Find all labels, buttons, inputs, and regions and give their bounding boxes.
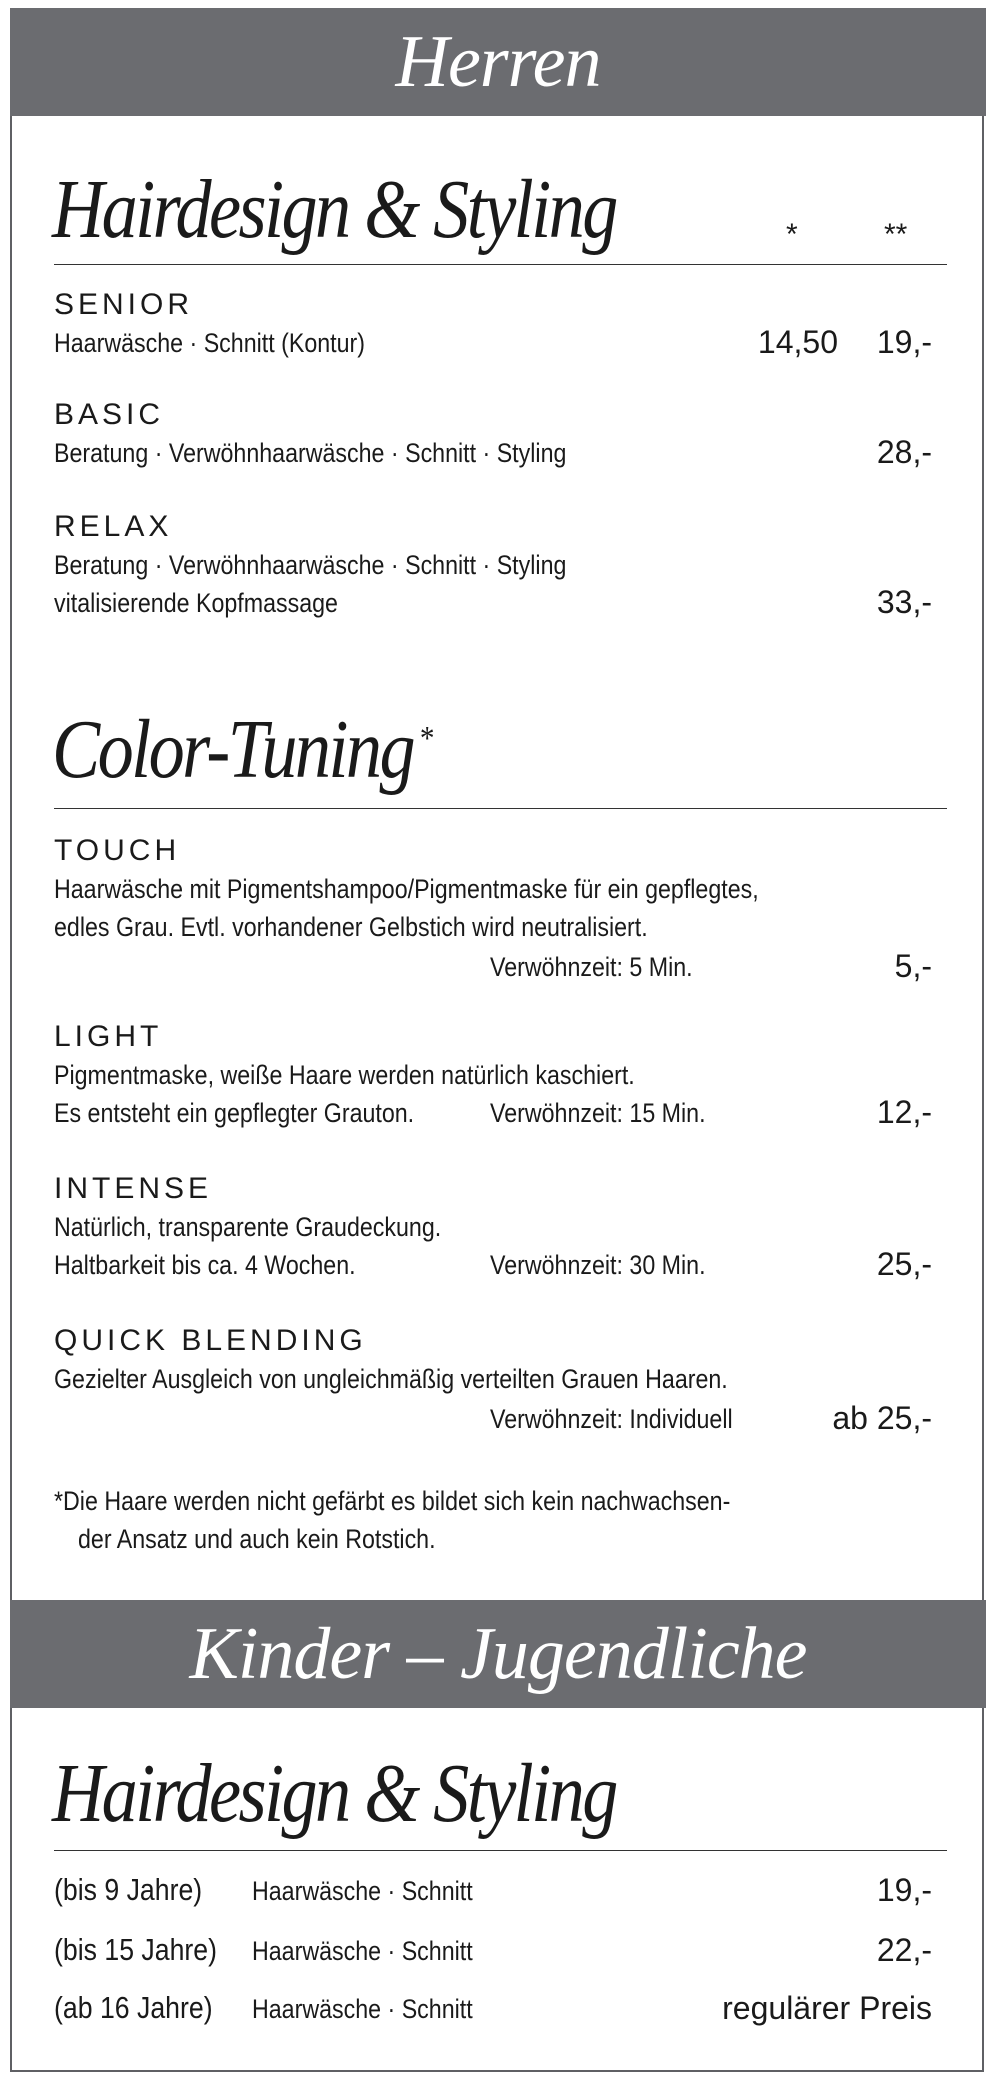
treatment-time: Verwöhnzeit: 15 Min.	[490, 1098, 706, 1128]
service-name: QUICK BLENDING	[54, 1324, 367, 1357]
service-description: Haarwäsche mit Pigmentshampoo/Pigmentmaske für ein gepflegtes,	[54, 874, 759, 904]
service-description: Pigmentmaske, weiße Haare werden natürlich kaschiert.	[54, 1060, 635, 1090]
banner-kinder: Kinder – Jugendliche	[10, 1600, 986, 1708]
divider	[54, 808, 947, 809]
banner-herren: Herren	[10, 8, 986, 116]
service-name: SENIOR	[54, 288, 194, 321]
service-description: Natürlich, transparente Graudeckung.	[54, 1212, 442, 1242]
footnote: der Ansatz und auch kein Rotstich.	[78, 1524, 436, 1554]
service-name: LIGHT	[54, 1020, 163, 1053]
price: 22,-	[876, 1932, 932, 1968]
treatment-time: Verwöhnzeit: Individuell	[490, 1404, 733, 1434]
section-title-styling: Hairdesign & Styling	[52, 163, 616, 256]
age-group: (bis 15 Jahre)	[54, 1932, 217, 1967]
service-description: Beratung · Verwöhnhaarwäsche · Schnitt · Styling	[54, 438, 567, 468]
divider	[54, 1850, 947, 1851]
service-description: Haarwäsche · Schnitt	[252, 1876, 473, 1906]
footnote: *Die Haare werden nicht gefärbt es bildet sich kein nachwachsen-	[54, 1486, 731, 1516]
age-group: (bis 9 Jahre)	[54, 1872, 203, 1907]
price: ab 25,-	[832, 1400, 932, 1436]
service-name: INTENSE	[54, 1172, 213, 1205]
column-marker-2: **	[884, 218, 908, 251]
treatment-time: Verwöhnzeit: 5 Min.	[490, 952, 693, 982]
price: 19,-	[876, 1872, 932, 1908]
footnote-marker: *	[419, 720, 432, 757]
service-name: BASIC	[54, 398, 165, 431]
section-title-color	[52, 703, 432, 796]
price-column-1: 14,50	[757, 324, 838, 360]
section-title-text: Color-Tuning	[52, 703, 413, 796]
service-description: vitalisierende Kopfmassage	[54, 588, 338, 618]
service-description: Gezielter Ausgleich von ungleichmäßig verteilten Grauen Haaren.	[54, 1364, 728, 1394]
price-column-2: 33,-	[876, 584, 932, 620]
price-column-2: 28,-	[876, 434, 932, 470]
service-description: Es entsteht ein gepflegter Grauton.	[54, 1098, 415, 1128]
service-name: TOUCH	[54, 834, 181, 867]
service-description: Beratung · Verwöhnhaarwäsche · Schnitt · Styling	[54, 550, 567, 580]
service-description: edles Grau. Evtl. vorhandener Gelbstich wird neutralisiert.	[54, 912, 648, 942]
price: regulärer Preis	[722, 1990, 932, 2026]
divider	[54, 264, 947, 265]
age-group: (ab 16 Jahre)	[54, 1990, 213, 2025]
treatment-time: Verwöhnzeit: 30 Min.	[490, 1250, 706, 1280]
price-column-2: 19,-	[876, 324, 932, 360]
service-description: Haltbarkeit bis ca. 4 Wochen.	[54, 1250, 356, 1280]
service-description: Haarwäsche · Schnitt (Kontur)	[54, 328, 366, 358]
price: 12,-	[876, 1094, 932, 1130]
column-marker-1: *	[786, 218, 798, 251]
section-title-styling: Hairdesign & Styling	[52, 1747, 616, 1840]
service-description: Haarwäsche · Schnitt	[252, 1994, 473, 2024]
price: 5,-	[894, 948, 932, 984]
service-description: Haarwäsche · Schnitt	[252, 1936, 473, 1966]
service-name: RELAX	[54, 510, 173, 543]
price: 25,-	[876, 1246, 932, 1282]
